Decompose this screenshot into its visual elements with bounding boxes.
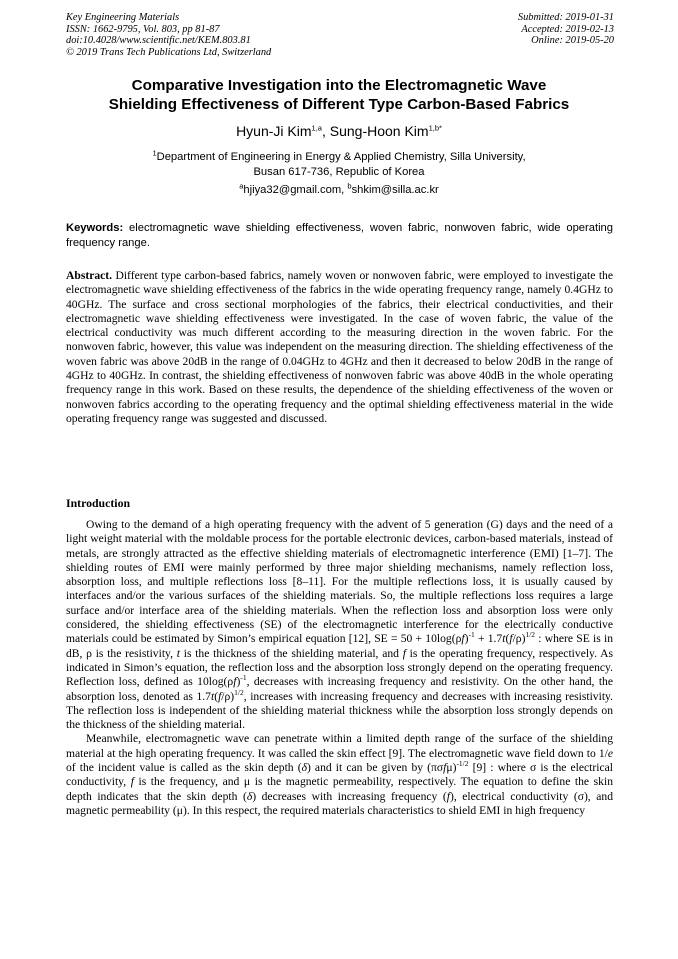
p1-text-n: , increases with increasing frequency and decreases with increasing resistivity. The reflection loss is independent of the shielding material thickness while the absorption loss strongly depends on the thickness of the shielding material. — [66, 689, 613, 732]
introduction-heading: Introduction — [66, 496, 131, 510]
affiliation-sup: 1 — [152, 148, 157, 158]
p1-text-d: ( — [505, 632, 510, 646]
p1-text-l: ( — [214, 689, 219, 703]
abstract-section — [66, 269, 613, 426]
email-b: shkim@silla.ac.kr — [351, 184, 439, 196]
paper-title — [40, 77, 638, 114]
dates-header — [518, 12, 614, 47]
p2-text-i: ) decreases with increasing frequency ( — [252, 789, 447, 803]
p2-text-h: is the frequency, and μ is the magnetic permeability, respectively. The equation to define the skin depth indicates that the skin depth ( — [66, 775, 613, 803]
introduction-body — [66, 518, 613, 818]
intro-paragraph-1 — [66, 518, 613, 732]
affiliation-line-1: Department of Engineering in Energy & Applied Chemistry, Silla University, — [156, 151, 526, 163]
p1-var-t: t — [210, 689, 215, 703]
email-a-sup: a — [239, 181, 244, 191]
email-b-sup: b — [347, 181, 352, 191]
author-1-name: Hyun-Ji Kim — [236, 123, 312, 139]
p1-var-f: f — [233, 675, 237, 689]
submitted-date: Submitted: 2019-01-31 — [517, 12, 614, 23]
p1-sup-4: 1/2 — [234, 687, 244, 697]
p1-sup-3: -1 — [240, 673, 247, 683]
copyright-line: © 2019 Trans Tech Publications Ltd, Switzerland — [66, 46, 272, 58]
doi-line: doi:10.4028/www.scientific.net/KEM.803.81 — [66, 35, 251, 47]
p1-text-b: ) — [464, 632, 469, 646]
title-line-1: Comparative Investigation into the Electromagnetic Wave — [131, 77, 547, 94]
author-2-name: Sung-Hoon Kim — [329, 123, 429, 139]
p2-var-e: e — [607, 746, 613, 760]
journal-name: Key Engineering Materials — [66, 12, 180, 23]
author-1-sup: 1,a — [311, 123, 322, 133]
email-line — [60, 183, 618, 198]
p1-var-t: t — [176, 646, 180, 660]
email-a: hjiya32@gmail.com, — [243, 184, 348, 196]
p1-text-i: is the operating frequency, respectively. As indicated in Simon’s equation, the reflection loss and the absorption loss strongly depend on the operating frequency. Reflection loss, defined as 10log(ρ — [66, 646, 613, 689]
p2-var-f: f — [446, 789, 450, 803]
p2-text-g: [9] : where σ is the electrical conductivity, — [66, 761, 613, 789]
issn-line: ISSN: 1662-9795, Vol. 803, pp 81-87 — [66, 23, 220, 35]
p1-text-m: /ρ) — [221, 689, 235, 703]
author-separator: , — [321, 123, 330, 139]
journal-header — [66, 12, 271, 58]
p1-text-g: : where SE is in dB, ρ is the resistivity, — [66, 632, 614, 660]
p1-var-f: f — [461, 632, 465, 646]
accepted-date: Accepted: 2019-02-13 — [521, 23, 614, 35]
p1-sup-1: -1 — [468, 630, 475, 640]
p2-var-f: f — [130, 775, 134, 789]
p1-text-k: , decreases with increasing frequency and resistivity. On the other hand, the absorption loss, denoted as 1.7 — [66, 675, 613, 703]
p1-var-f: f — [402, 646, 406, 660]
p1-text-e: /ρ) — [512, 632, 526, 646]
keywords-text: electromagnetic wave shielding effectiveness, woven fabric, nonwoven fabric, wide operating frequency range. — [66, 222, 613, 249]
online-date: Online: 2019-05-20 — [531, 35, 614, 47]
p2-text-j: ), electrical conductivity (σ), and magnetic permeability (μ). In this respect, the required materials characteristics to shield EMI in high frequency — [66, 789, 613, 817]
title-line-2: Shielding Effectiveness of Different Type Carbon-Based Fabrics — [108, 95, 570, 113]
p1-var-f: f — [509, 632, 513, 646]
p2-text-b: of the incident value is called as the skin depth ( — [66, 761, 302, 775]
affiliation-line-2: Busan 617-736, Republic of Korea — [253, 166, 425, 178]
p2-sup-1: -1/2 — [456, 759, 469, 769]
intro-paragraph-2 — [66, 732, 613, 818]
author-2-sup: 1,b* — [428, 123, 442, 133]
abstract-label: Abstract. — [66, 269, 113, 282]
p2-var-delta: δ — [246, 789, 253, 803]
p2-text-c: ) and it can be given by (πσ — [306, 761, 444, 775]
p2-text-d: μ) — [446, 761, 457, 775]
p1-text-c: + 1.7 — [474, 632, 503, 646]
author-list — [40, 122, 638, 140]
p2-var-delta: δ — [301, 761, 307, 775]
p2-var-f: f — [443, 761, 447, 775]
p1-text-j: ) — [236, 675, 241, 689]
p1-var-t: t — [502, 632, 506, 646]
p1-text-h: is the thickness of the shielding material, and — [179, 646, 403, 660]
p1-text-a: Owing to the demand of a high operating frequency with the advent of 5 generation (G) days and the need of a light weight material with the moldable process for the portable electronic devices, carbon-based materials, instead of metals, are strongly attracted as the effective shielding materials of electromagnetic interference (EMI) [1–7]. The shielding routes of EMI were mainly performed by three major shielding mechanisms, namely reflection loss, absorption loss, and multiple reflections loss [8–11]. For the multiple reflections loss, it is usually caused by interfaces and/or the various surfaces of the shielding materials. So, the multiple reflections loss requires a large surface and/or interface area of the shielding materials. When the reflection loss and absorption loss were only considered, the shielding effectiveness (SE) of the electromagnetic interference for the electrically conductive materials could be estimated by Simon’s empirical equation [12], SE = 50 + 10log(ρ — [66, 518, 613, 646]
affiliation — [60, 150, 618, 180]
p1-sup-2: 1/2 — [525, 630, 536, 640]
keywords-section — [66, 221, 613, 250]
abstract-text: Different type carbon-based fabrics, namely woven or nonwoven fabric, were employed to investigate the electromagnetic wave shielding effectiveness of the fabrics in the wide operating frequency range, namely 0.4GHz to 40GHz. The surface and cross sectional morphologies of the fabrics, their electrical conductivities, and their electromagnetic wave shielding effectiveness were investigated. In the case of woven fabric, the value of the electrical conductivity was much different according to the measuring direction in the woven fabric. For the nonwoven fabric, however, this value was independent on the measuring direction. The shielding effectiveness of the woven fabric was above 20dB in the range of 0.04GHz to 4GHz and then it decreased to below 20dB in the range of 4GHz to 40GHz. In contrast, the shielding effectiveness of nonwoven fabric was above 40dB in the whole operating frequency range in this work. Based on these results, the dependence of the shielding effectiveness of the woven or nonwoven fabrics according to the operating frequency and the optimal shielding effectiveness material in the wide operating frequency range was suggested and discussed. — [66, 269, 613, 425]
keywords-label: Keywords: — [66, 222, 124, 234]
p2-text-a: Meanwhile, electromagnetic wave can penetrate within a limited depth range of the surface of the shielding material at the high operating frequency. It was called the skin effect [9]. The electromagnetic wave field down to 1/ — [66, 732, 613, 760]
p1-var-f: f — [218, 689, 222, 703]
